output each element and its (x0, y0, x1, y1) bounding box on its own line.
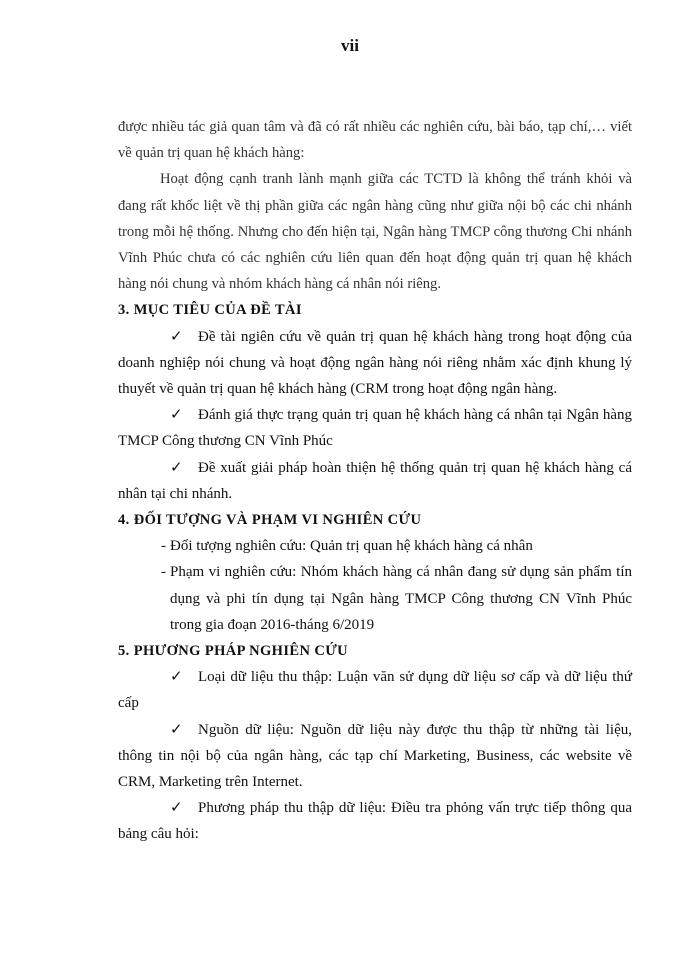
checkmark-icon: ✓ (170, 721, 183, 738)
checkmark-icon: ✓ (170, 407, 183, 424)
section-5-heading: 5. PHƯƠNG PHÁP NGHIÊN CỨU (118, 643, 349, 660)
dash-bullet: - (161, 538, 166, 555)
checkmark-icon: ✓ (170, 459, 183, 476)
checkmark-icon: ✓ (170, 800, 183, 817)
method-item (118, 795, 632, 847)
scope-text: Phạm vi nghiên cứu: Nhóm khách hàng cá nhân đang sử dụng sản phẩm tín dụng và phi tín dụng tại Ngân hàng TMCP Công thương CN Vĩnh Phúc trong gia đoạn 2016-tháng 6/2019 (170, 564, 632, 633)
page-content (118, 114, 632, 848)
dash-bullet: - (161, 564, 166, 581)
scope-item (118, 533, 632, 559)
method-item (118, 664, 632, 716)
method-text: Loại dữ liệu thu thập: Luận văn sử dụng dữ liệu sơ cấp và dữ liệu thứ cấp (118, 669, 632, 712)
method-item (118, 717, 632, 796)
intro-paragraph: được nhiều tác giả quan tâm và đã có rất nhiều các nghiên cứu, bài báo, tạp chí,… viết về quản trị quan hệ khách hàng: (118, 119, 632, 162)
scope-text: Đối tượng nghiên cứu: Quản trị quan hệ khách hàng cá nhân (170, 538, 533, 555)
objective-item (118, 324, 632, 403)
objective-item (118, 455, 632, 507)
objective-item (118, 402, 632, 454)
method-text: Phương pháp thu thập dữ liệu: Điều tra phỏng vấn trực tiếp thông qua bảng câu hỏi: (118, 800, 632, 843)
checkmark-icon: ✓ (170, 328, 183, 345)
objective-text: Đề tài ngiên cứu về quản trị quan hệ khách hàng trong hoạt động của doanh nghiệp nói chung và hoạt động ngân hàng nói riêng nhằm xác định khung lý thuyết về quản trị quan hệ khách hàng (CRM trong hoạt động ngân hàng. (118, 328, 632, 398)
objective-text: Đề xuất giải pháp hoàn thiện hệ thống quản trị quan hệ khách hàng cá nhân tại chi nhánh. (118, 459, 632, 502)
section-4-heading: 4. ĐỐI TƯỢNG VÀ PHẠM VI NGHIÊN CỨU (118, 512, 422, 529)
scope-item (118, 559, 632, 638)
section-3-heading: 3. MỤC TIÊU CỦA ĐỀ TÀI (118, 302, 302, 319)
method-text: Nguồn dữ liệu: Nguồn dữ liệu này được thu thập từ những tài liệu, thông tin nội bộ của ngân hàng, các tạp chí Marketing, Business, các website về CRM, Marketing trên Internet. (118, 721, 632, 791)
context-paragraph: Hoạt động cạnh tranh lành mạnh giữa các TCTD là không thể tránh khỏi và đang rất khốc liệt về thị phần giữa các ngân hàng cũng như giữa nội bộ các chi nhánh trong mỗi hệ thống. Nhưng cho đến hiện tại, Ngân hàng TMCP công thương Chi nhánh Vĩnh Phúc chưa có các nghiên cứu liên quan đến hoạt động quản trị quan hệ khách hàng nói chung và nhóm khách hàng cá nhân nói riêng. (118, 171, 632, 293)
checkmark-icon: ✓ (170, 669, 183, 686)
objective-text: Đánh giá thực trạng quản trị quan hệ khách hàng cá nhân tại Ngân hàng TMCP Công thương CN Vĩnh Phúc (118, 407, 632, 450)
page-number: vii (341, 36, 359, 55)
